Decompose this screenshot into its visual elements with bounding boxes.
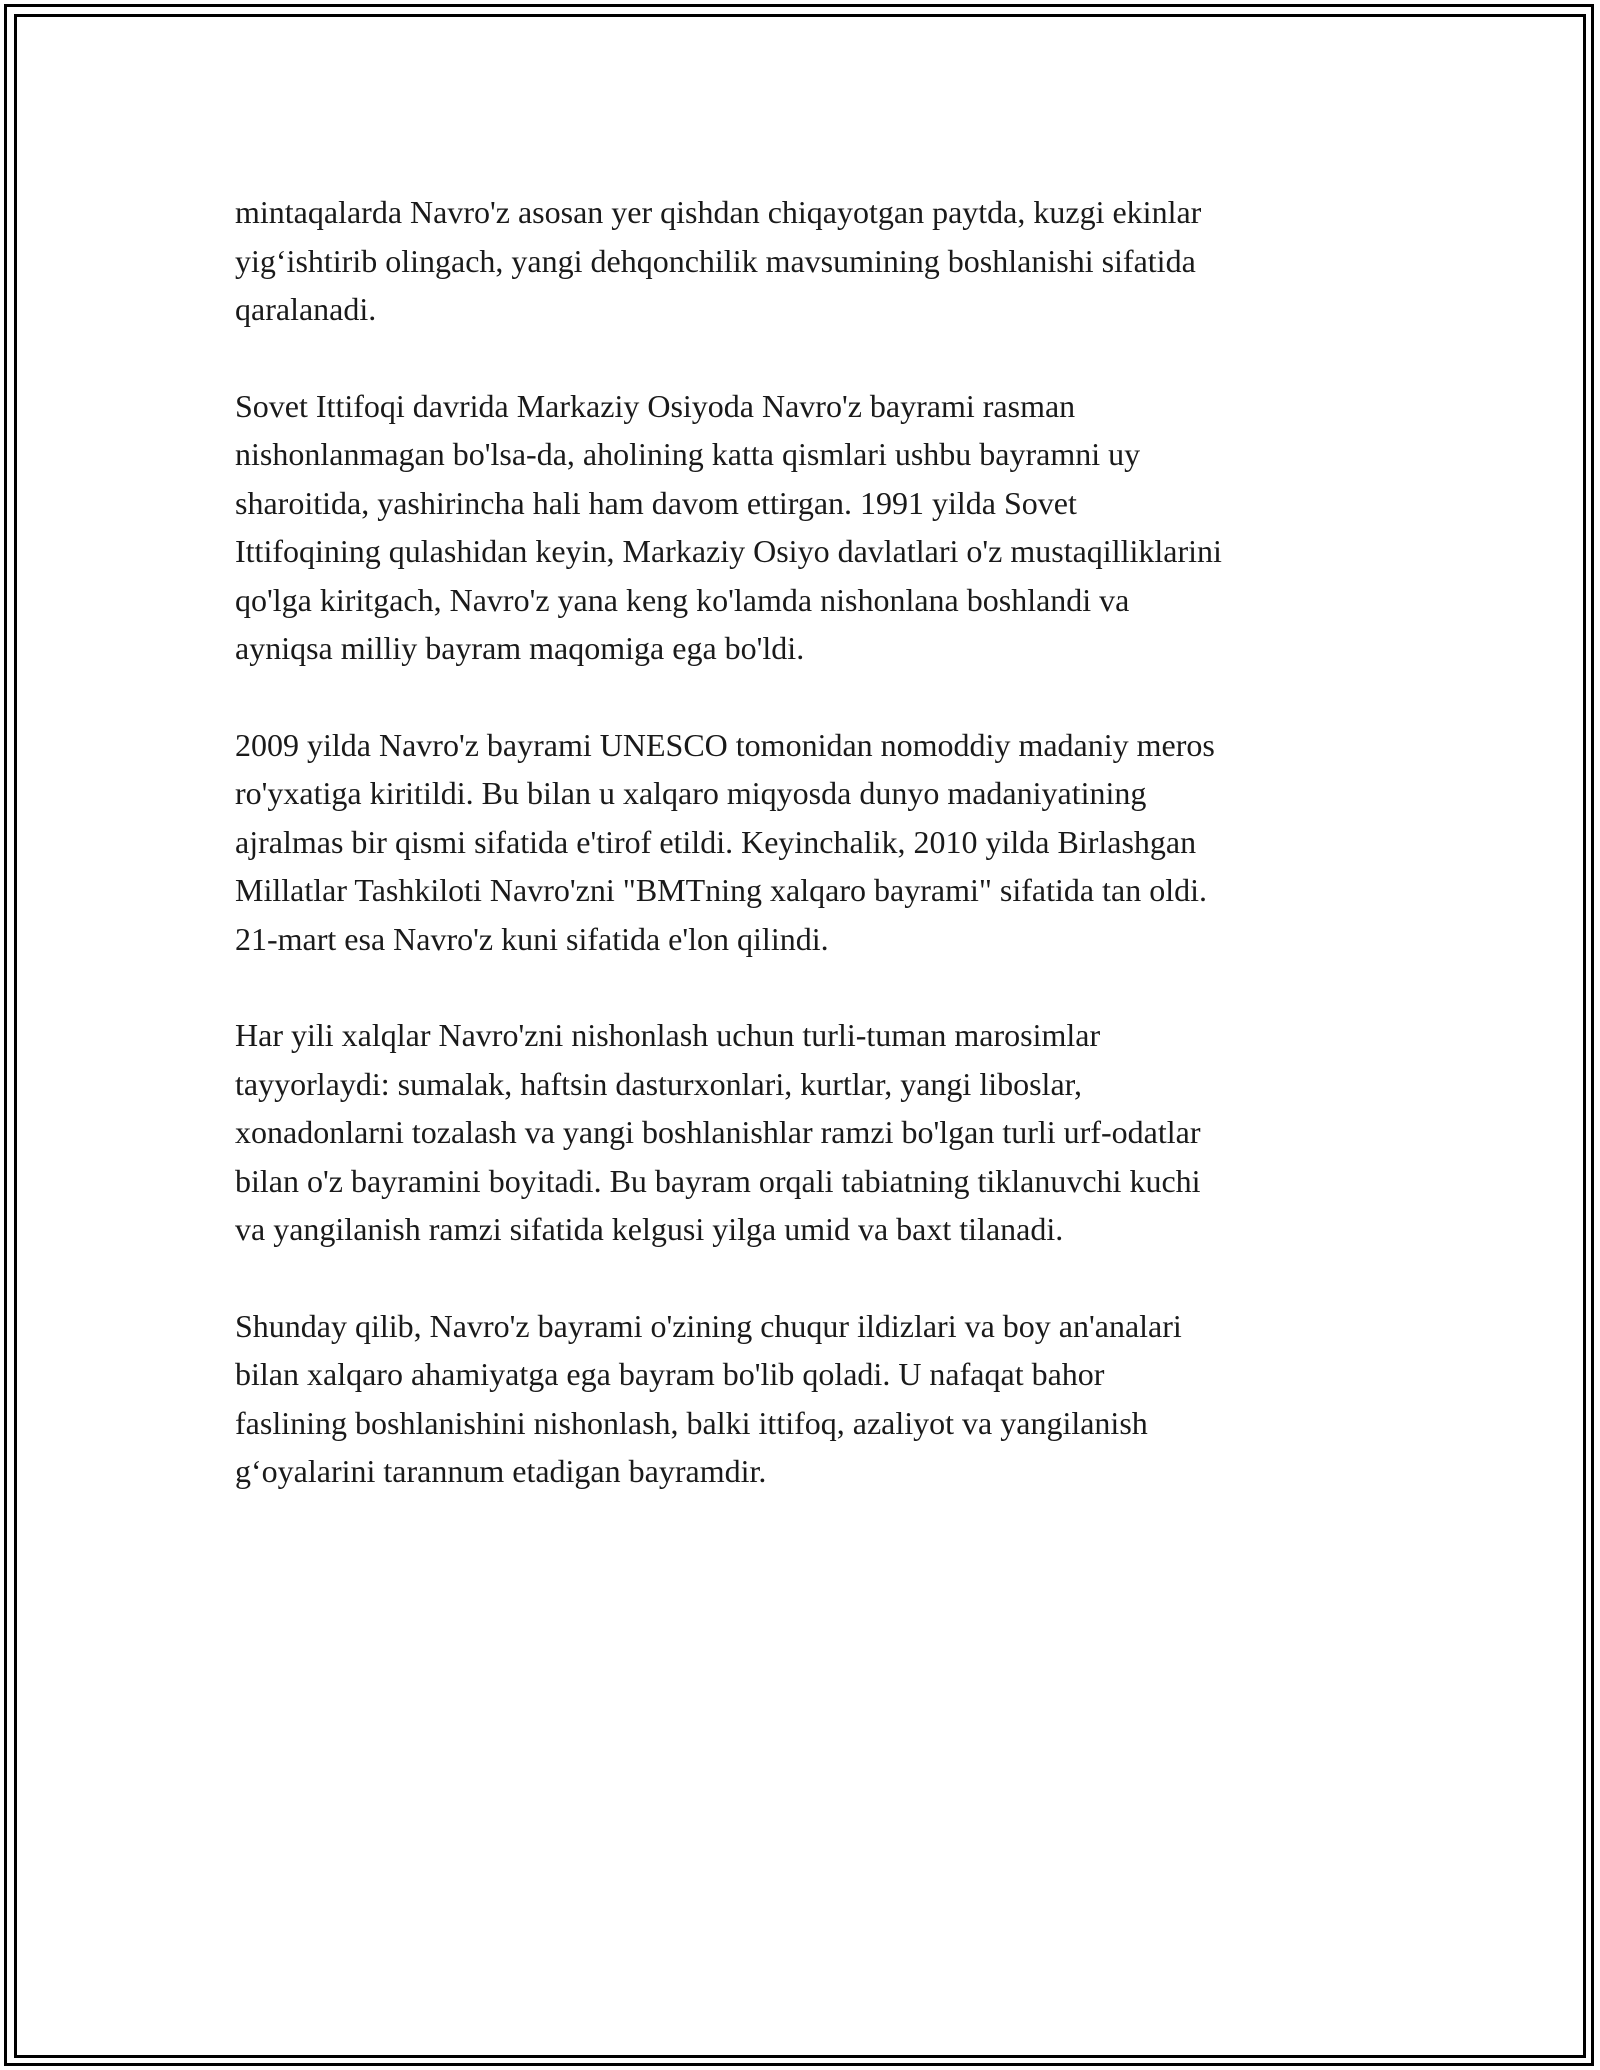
text-line: Har yili xalqlar Navro'zni nishonlash uchun turli-tuman marosimlar: [235, 1017, 1101, 1053]
text-line: ayniqsa milliy bayram maqomiga ega bo'ldi.: [235, 630, 805, 666]
text-line: xonadonlarni tozalash va yangi boshlanishlar ramzi bo'lgan turli urf-odatlar: [235, 1114, 1201, 1150]
text-line: qo'lga kiritgach, Navro'z yana keng ko'lamda nishonlana boshlandi va: [235, 581, 1130, 618]
text-line: Shunday qilib, Navro'z bayrami o'zining chuqur ildizlari va boy an'analari: [235, 1307, 1182, 1344]
paragraph: [235, 1011, 1370, 1254]
text-line: Millatlar Tashkiloti Navro'zni "BMTning xalqaro bayrami" sifatida tan oldi.: [235, 872, 1207, 908]
text-line: tayyorlaydi: sumalak, haftsin dasturxonlari, kurtlar, yangi liboslar,: [235, 1065, 1083, 1102]
text-line: Sovet Ittifoqi davrida Markaziy Osiyoda Navro'z bayrami rasman: [235, 387, 1076, 424]
text-line: bilan o'z bayramini boyitadi. Bu bayram orqali tabiatning tiklanuvchi kuchi: [235, 1162, 1201, 1199]
text-line: 21-mart esa Navro'z kuni sifatida e'lon qilindi.: [235, 920, 829, 957]
text-line: 2009 yilda Navro'z bayrami UNESCO tomonidan nomoddiy madaniy meros: [235, 726, 1215, 763]
document-body: [235, 188, 1370, 1544]
text-line: ajralmas bir qismi sifatida e'tirof etildi. Keyinchalik, 2010 yilda Birlashgan: [235, 823, 1197, 860]
paragraph: [235, 382, 1370, 673]
text-line: sharoitida, yashirincha hali ham davom ettirgan. 1991 yilda Sovet: [235, 484, 1077, 521]
text-line: yig‘ishtirib olingach, yangi dehqonchilik mavsumining boshlanishi sifatida: [235, 242, 1196, 279]
text-line: ro'yxatiga kiritildi. Bu bilan u xalqaro miqyosda dunyo madaniyatining: [235, 775, 1147, 811]
paragraph: [235, 721, 1370, 964]
text-line: faslining boshlanishini nishonlash, balki ittifoq, azaliyot va yangilanish: [235, 1404, 1148, 1441]
text-line: nishonlanmagan bo'lsa-da, aholining katta qismlari ushbu bayramni uy: [235, 436, 1141, 472]
text-line: bilan xalqaro ahamiyatga ega bayram bo'lib qoladi. U nafaqat bahor: [235, 1356, 1105, 1392]
text-line: g‘oyalarini tarannum etadigan bayramdir.: [235, 1453, 767, 1489]
paragraph: [235, 1302, 1370, 1496]
paragraph: [235, 188, 1370, 334]
text-line: Ittifoqining qulashidan keyin, Markaziy Osiyo davlatlari o'z mustaqilliklarini: [235, 533, 1222, 569]
text-line: va yangilanish ramzi sifatida kelgusi yilga umid va baxt tilanadi.: [235, 1211, 1064, 1247]
text-line: qaralanadi.: [235, 291, 377, 327]
text-line: mintaqalarda Navro'z asosan yer qishdan chiqayotgan paytda, kuzgi ekinlar: [235, 194, 1202, 230]
